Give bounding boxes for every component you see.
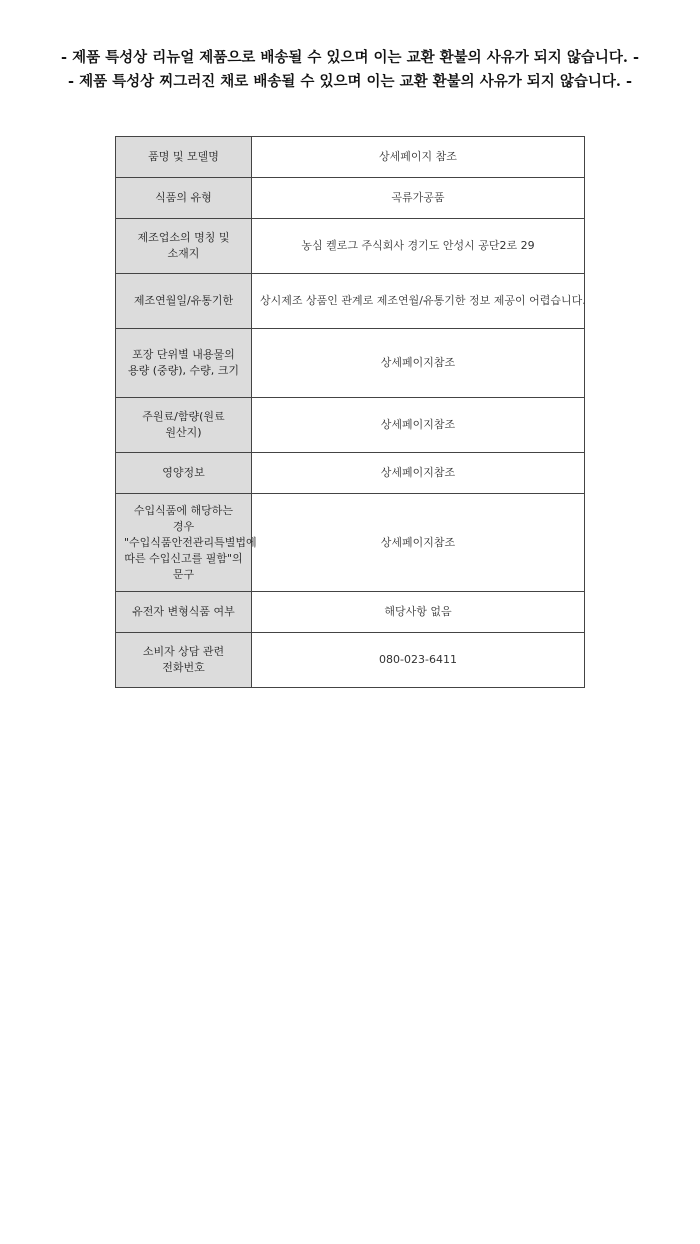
notice-line-renewal: - 제품 특성상 리뉴얼 제품으로 배송될 수 있으며 이는 교환 환불의 사유가 되지 않습니다. - [61,49,639,66]
table-row-nutrition [116,453,585,494]
row-label: 식품의 유형 [116,178,252,219]
product-info-table [115,136,585,688]
row-value [252,453,585,494]
table-row-manufacture-date [116,274,585,329]
row-value [252,219,585,274]
row-label: 수입식품에 해당하는 경우 "수입식품안전관리특별법에 따른 수입신고를 필함"의 문구 [116,494,252,592]
row-label: 포장 단위별 내용물의 용량 (중량), 수량, 크기 [116,329,252,398]
table-row-food-type [116,178,585,219]
row-value-text: 상시제조 상품인 관계로 제조연월/유통기한 정보 제공이 어렵습니다. [260,294,586,307]
row-value [252,398,585,453]
row-value-text: 상세페이지참조 [380,535,456,549]
row-value [252,178,585,219]
row-value [252,137,585,178]
row-label: 제조업소의 명칭 및 소재지 [116,219,252,274]
row-value-text: 상세페이지참조 [380,466,456,479]
row-value-text: 상세페이지 참조 [379,150,457,163]
table-row-import-notice [116,494,585,592]
row-value [252,494,585,592]
row-value-text: 080-023-6411 [379,653,457,666]
notice-line-dented: - 제품 특성상 찌그러진 채로 배송될 수 있으며 이는 교환 환불의 사유가 되지 않습니다. - [68,73,632,90]
row-value-text: 해당사항 없음 [384,605,452,618]
row-label: 주원료/함량(원료 원산지) [116,398,252,453]
row-label: 유전자 변형식품 여부 [116,592,252,633]
row-value [252,592,585,633]
row-label: 제조연월일/유통기한 [116,274,252,329]
table-row-gmo [116,592,585,633]
row-value-text: 곡류가공품 [391,191,445,204]
row-value [252,329,585,398]
row-value-text: 농심 켈로그 주식회사 경기도 안성시 공단2로 29 [301,239,535,252]
table-row-product-name [116,137,585,178]
row-label: 품명 및 모델명 [116,137,252,178]
row-value-text: 상세페이지참조 [380,418,456,431]
table-row-ingredients [116,398,585,453]
table-row-package-capacity [116,329,585,398]
row-label: 영양정보 [116,453,252,494]
row-label: 소비자 상담 관련 전화번호 [116,633,252,688]
row-value-text: 상세페이지참조 [380,356,456,369]
table-row-customer-phone [116,633,585,688]
row-value [252,633,585,688]
table-row-manufacturer [116,219,585,274]
row-value [252,274,585,329]
notice-banner [0,46,700,94]
